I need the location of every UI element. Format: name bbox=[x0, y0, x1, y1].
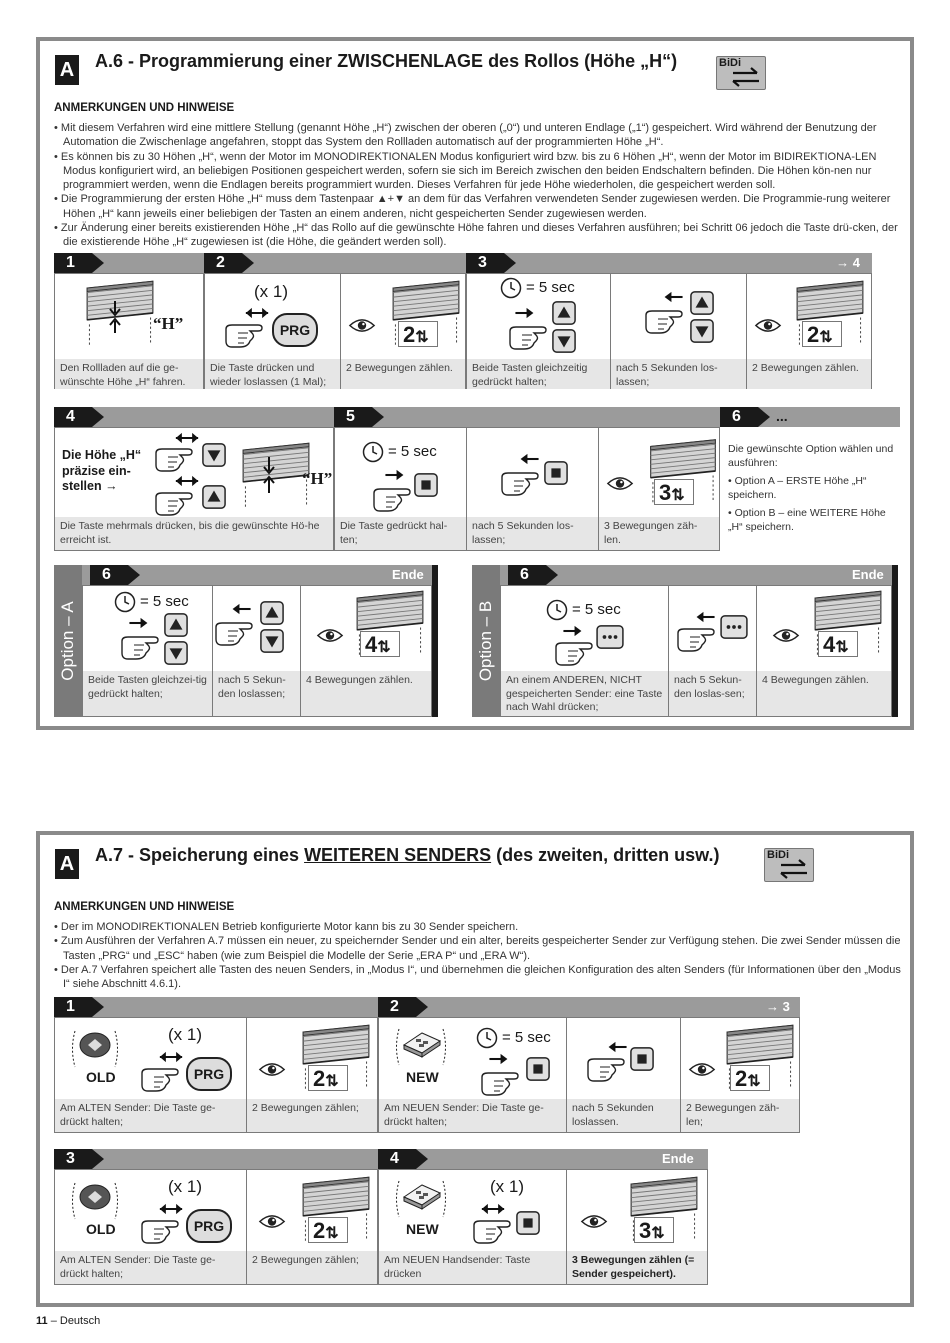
step-number: 2 bbox=[378, 997, 416, 1017]
right-arrow-icon bbox=[486, 1053, 510, 1065]
height-h-label: “H” bbox=[153, 314, 184, 333]
eye-icon bbox=[772, 627, 800, 644]
double-arrow-icon bbox=[480, 1203, 506, 1215]
note-item: • Zur Änderung einer bereits existierenden Höhe „H“ das Rollo auf die gewünschte Höhe fahren und dieses Verfahren ausführen; bei Schritt 06 jedoch die Taste drü-cken, der die existierende Höhe „H“ zugewiesen ist (die Höhe, die geändert werden soll). bbox=[54, 222, 898, 249]
next-step-label: → 4 bbox=[836, 255, 860, 270]
right-arrow-icon bbox=[126, 617, 150, 629]
left-arrow-icon bbox=[662, 291, 686, 303]
old-remote-label: OLD bbox=[86, 1221, 116, 1237]
notes-heading: ANMERKUNGEN UND HINWEISE bbox=[54, 102, 235, 114]
step-caption: 4 Bewegungen zählen. bbox=[757, 671, 891, 716]
step-caption: Beide Tasten gleichzeitig gedrückt halten; bbox=[467, 359, 610, 389]
down-key-icon bbox=[260, 629, 284, 653]
movement-count: 4⇅ bbox=[818, 631, 858, 657]
down-key-icon bbox=[202, 443, 226, 467]
press-once-label: (x 1) bbox=[168, 1025, 202, 1044]
right-arrow-icon bbox=[512, 307, 536, 319]
up-key-icon bbox=[260, 601, 284, 625]
press-once-label: (x 1) bbox=[254, 282, 288, 301]
step-caption: An einem ANDEREN, NICHT gespeicherten Sender: eine Taste nach Wahl drücken; bbox=[501, 671, 668, 716]
note-item: • Der im MONODIREKTIONALEN Betrieb konfigurierte Motor kann bis zu 30 Sender speichern. bbox=[54, 921, 519, 933]
old-remote-label: OLD bbox=[86, 1069, 116, 1085]
section-a6 bbox=[36, 37, 914, 730]
option-b-side: Option – B bbox=[472, 565, 500, 717]
left-arrow-icon bbox=[694, 611, 718, 623]
step-number: 6 bbox=[720, 407, 758, 427]
step-caption: 2 Bewegungen zählen; bbox=[247, 1099, 377, 1132]
left-arrow-icon bbox=[230, 603, 254, 615]
step-number: 1 bbox=[54, 997, 92, 1017]
new-remote-icon bbox=[392, 1025, 450, 1069]
step-caption: 3 Bewegungen zäh-len. bbox=[599, 517, 719, 550]
clock-icon bbox=[500, 277, 522, 299]
step-caption: nach 5 Sekunden loslassen. bbox=[567, 1099, 680, 1132]
step-strip bbox=[500, 565, 892, 585]
option-b-link[interactable]: • Option B – eine WEITERE Höhe „H“ speichern. bbox=[728, 507, 886, 533]
down-key-icon bbox=[552, 329, 576, 353]
hand-icon bbox=[586, 1053, 632, 1083]
clock-icon bbox=[114, 591, 136, 613]
hand-icon bbox=[224, 319, 270, 349]
step-caption: Am ALTEN Sender: Die Taste ge-drückt halten; bbox=[55, 1099, 246, 1132]
press-once-label: (x 1) bbox=[168, 1177, 202, 1196]
bidi-icon: BiDi bbox=[716, 56, 766, 90]
option-a-side: Option – A bbox=[54, 565, 82, 717]
eye-icon bbox=[316, 627, 344, 644]
clock-icon bbox=[476, 1027, 498, 1049]
step-caption: Beide Tasten gleichzei-tig gedrückt halten; bbox=[83, 671, 212, 716]
duration-label: = 5 sec bbox=[572, 601, 621, 618]
old-remote-icon bbox=[68, 1027, 122, 1071]
clock-icon bbox=[546, 599, 568, 621]
step-caption: nach 5 Sekun-den loslassen; bbox=[213, 671, 300, 716]
step-caption: Am NEUEN Sender: Die Taste ge-drückt halten; bbox=[379, 1099, 566, 1132]
option-a-link[interactable]: • Option A – ERSTE Höhe „H“ speichern. bbox=[728, 475, 867, 501]
double-arrow-icon bbox=[244, 307, 270, 319]
eye-icon bbox=[258, 1061, 286, 1078]
step-caption: 2 Bewegungen zählen; bbox=[247, 1251, 377, 1284]
step-number: 5 bbox=[334, 407, 372, 427]
duration-label: = 5 sec bbox=[140, 593, 189, 610]
duration-label: = 5 sec bbox=[388, 443, 437, 460]
page-footer bbox=[36, 1315, 100, 1327]
step-caption: Den Rollladen auf die ge-wünschte Höhe „H“ fahren. bbox=[55, 359, 203, 389]
hand-icon bbox=[140, 1063, 186, 1093]
eye-icon bbox=[606, 475, 634, 492]
up-key-icon bbox=[690, 291, 714, 315]
note-item: • Der A.7 Verfahren speichert alle Tasten des neuen Senders, in „Modus I“, und übernehmen die gleichen Konfiguration des alten Senders (für Informationen über den „Modus I“ siehe Abschnitt 4.6.1). bbox=[54, 963, 901, 991]
stop-key-icon bbox=[526, 1057, 550, 1081]
double-arrow-icon bbox=[158, 1051, 184, 1063]
height-h-label: “H” bbox=[302, 469, 333, 488]
end-label: Ende bbox=[852, 567, 884, 582]
section-badge: A bbox=[55, 849, 79, 879]
press-once-label: (x 1) bbox=[490, 1177, 524, 1196]
old-remote-icon bbox=[68, 1179, 122, 1223]
step-caption: 2 Bewegungen zählen. bbox=[341, 359, 465, 389]
step-caption: Am NEUEN Handsender: Taste drücken bbox=[379, 1251, 566, 1284]
prg-button-icon: PRG bbox=[272, 313, 318, 347]
step-caption: Die Taste drücken und wieder loslassen (1 Mal); bbox=[205, 359, 340, 389]
right-arrow-icon bbox=[382, 469, 406, 481]
end-label: Ende bbox=[392, 567, 424, 582]
step-caption: nach 5 Sekunden los-lassen; bbox=[611, 359, 746, 389]
step-number: 6 bbox=[508, 565, 546, 585]
bidi-icon: BiDi bbox=[764, 848, 814, 882]
hand-icon bbox=[140, 1215, 186, 1245]
language-label: – Deutsch bbox=[47, 1315, 101, 1327]
step-number: 3 bbox=[466, 253, 504, 273]
duration-label: = 5 sec bbox=[526, 279, 575, 296]
movement-count: 3⇅ bbox=[634, 1217, 674, 1243]
left-arrow-icon bbox=[518, 453, 542, 465]
step-strip bbox=[54, 253, 872, 273]
movement-count: 2⇅ bbox=[308, 1065, 348, 1091]
step-6-options bbox=[728, 443, 896, 534]
step-number: 1 bbox=[54, 253, 92, 273]
right-arrow-icon bbox=[560, 625, 584, 637]
new-remote-label: NEW bbox=[406, 1069, 439, 1085]
left-arrow-icon bbox=[606, 1041, 630, 1053]
movement-count: 2⇅ bbox=[398, 321, 438, 347]
movement-count: 4⇅ bbox=[360, 631, 400, 657]
step-number: 6 bbox=[90, 565, 128, 585]
duration-label: = 5 sec bbox=[502, 1029, 551, 1046]
step-caption: 4 Bewegungen zählen. bbox=[301, 671, 431, 716]
step-number: 2 bbox=[204, 253, 242, 273]
hand-icon bbox=[472, 1215, 518, 1245]
hand-icon bbox=[154, 443, 200, 473]
section-badge: A bbox=[55, 55, 79, 85]
step-caption: nach 5 Sekunden los-lassen; bbox=[467, 517, 598, 550]
note-item: • Es können bis zu 30 Höhen „H“, wenn der Motor im MONODIREKTIONALEN Modus konfiguriert wird bzw. bis zu 6 Höhen „H“, wenn der Motor im BIDIREKTIONA-LEN Modus konfiguriert wird, an beliebigen Positionen gespeichert werden, sofern sie sich im Bereich zwischen den beiden Endschaltern befinden. Die Höhen kön-nen nur programmiert werden, wenn die Endlagen bereits programmiert wurden. Dieses Verfahren für jede Höhe wiederholen, die gespeichert werden soll. bbox=[54, 150, 877, 192]
stop-key-icon bbox=[414, 473, 438, 497]
step-caption: Die Taste gedrückt hal-ten; bbox=[335, 517, 466, 550]
new-remote-icon bbox=[392, 1177, 450, 1221]
step-caption: 2 Bewegungen zählen. bbox=[747, 359, 871, 389]
eye-icon bbox=[688, 1061, 716, 1078]
prg-button-icon: PRG bbox=[186, 1209, 232, 1243]
note-item: • Mit diesem Verfahren wird eine mittlere Stellung (genannt Höhe „H“) zwischen der oberen („0“) und unteren Endlage („1“) gespeichert. Wird während der Benutzung der Automation die Zwischenlage angefahren, stoppt das System den Rollladen automatisch auf der programmierten Höhe „H“. bbox=[54, 122, 877, 149]
step-caption: nach 5 Sekun-den loslas-sen; bbox=[669, 671, 756, 716]
up-key-icon bbox=[552, 301, 576, 325]
eye-icon bbox=[580, 1213, 608, 1230]
hand-icon bbox=[214, 617, 260, 647]
step-caption: Am ALTEN Sender: Die Taste ge-drückt halten; bbox=[55, 1251, 246, 1284]
step-4-label: Die Höhe „H“ präzise ein-stellen → bbox=[62, 448, 142, 493]
note-item: • Zum Ausführen der Verfahren A.7 müssen ein neuer, zu speichernder Sender und ein alter, bereits gespeicherter Sender zur Verfügung stehen. Die zwei Sender müssen die Tasten „PRG“ und „ESC“ haben (wie zum Beispiel die Modelle der Serie „ERA P“ und „ERA W“). bbox=[54, 935, 901, 962]
section-title: A.6 - Programmierung einer ZWISCHENLAGE des Rollos (Höhe „H“) bbox=[95, 51, 678, 71]
end-label: Ende bbox=[662, 1151, 694, 1166]
up-key-icon bbox=[164, 613, 188, 637]
step-caption: 3 Bewegungen zählen (= Sender gespeichert). bbox=[567, 1251, 707, 1284]
movement-count: 2⇅ bbox=[802, 321, 842, 347]
new-remote-label: NEW bbox=[406, 1221, 439, 1237]
next-step-label: → 3 bbox=[766, 999, 790, 1014]
double-arrow-icon bbox=[158, 1203, 184, 1215]
hand-icon bbox=[554, 637, 600, 667]
movement-count: 2⇅ bbox=[730, 1065, 770, 1091]
hand-icon bbox=[676, 623, 722, 653]
step-number: 3 bbox=[54, 1149, 92, 1169]
step-number: 4 bbox=[378, 1149, 416, 1169]
step-number: 4 bbox=[54, 407, 92, 427]
movement-count: 3⇅ bbox=[654, 479, 694, 505]
clock-icon bbox=[362, 441, 384, 463]
up-key-icon bbox=[202, 485, 226, 509]
eye-icon bbox=[258, 1213, 286, 1230]
note-item: • Die Programmierung der ersten Höhe „H“ muss dem Tastenpaar ▲+▼ an dem für das Verfahren verwendeten Sender zugewiesen werden. Die Programmie-rung weiterer Höhen „H“ kann jeweils einer beliebigen der Tasten an einem anderen, nicht gespeicherten Sender zugewiesen werden. bbox=[54, 193, 891, 220]
notes-list bbox=[54, 121, 904, 250]
step-caption: Die Taste mehrmals drücken, bis die gewünschte Hö-he erreicht ist. bbox=[55, 517, 333, 550]
hand-icon bbox=[372, 483, 418, 513]
notes-list bbox=[54, 920, 904, 991]
double-arrow-icon bbox=[174, 475, 200, 487]
prg-button-icon: PRG bbox=[186, 1057, 232, 1091]
eye-icon bbox=[348, 317, 376, 334]
stop-key-icon bbox=[544, 461, 568, 485]
movement-count: 2⇅ bbox=[308, 1217, 348, 1243]
down-key-icon bbox=[164, 641, 188, 665]
adjust-arrows-icon bbox=[262, 455, 276, 495]
stop-key-icon bbox=[630, 1047, 654, 1071]
more-indicator: ... bbox=[776, 408, 788, 424]
step-caption: 2 Bewegungen zäh-len; bbox=[681, 1099, 799, 1132]
any-key-icon bbox=[596, 625, 624, 649]
eye-icon bbox=[754, 317, 782, 334]
hand-icon bbox=[154, 487, 200, 517]
notes-heading: ANMERKUNGEN UND HINWEISE bbox=[54, 901, 235, 913]
hand-icon bbox=[644, 305, 690, 335]
section-title: A.7 - Speicherung eines WEITEREN SENDERS (des zweiten, dritten usw.) bbox=[95, 845, 720, 865]
down-key-icon bbox=[690, 319, 714, 343]
section-a7 bbox=[36, 831, 914, 1307]
stop-key-icon bbox=[516, 1211, 540, 1235]
hand-icon bbox=[508, 321, 554, 351]
step-6-intro: Die gewünschte Option wählen und ausführen: bbox=[728, 443, 894, 469]
any-key-icon bbox=[720, 615, 748, 639]
hand-icon bbox=[480, 1067, 526, 1097]
stop-arrows-icon bbox=[108, 299, 122, 335]
page-number: 11 bbox=[36, 1315, 48, 1327]
hand-icon bbox=[120, 631, 166, 661]
hand-icon bbox=[500, 467, 546, 497]
step-strip bbox=[54, 407, 900, 427]
